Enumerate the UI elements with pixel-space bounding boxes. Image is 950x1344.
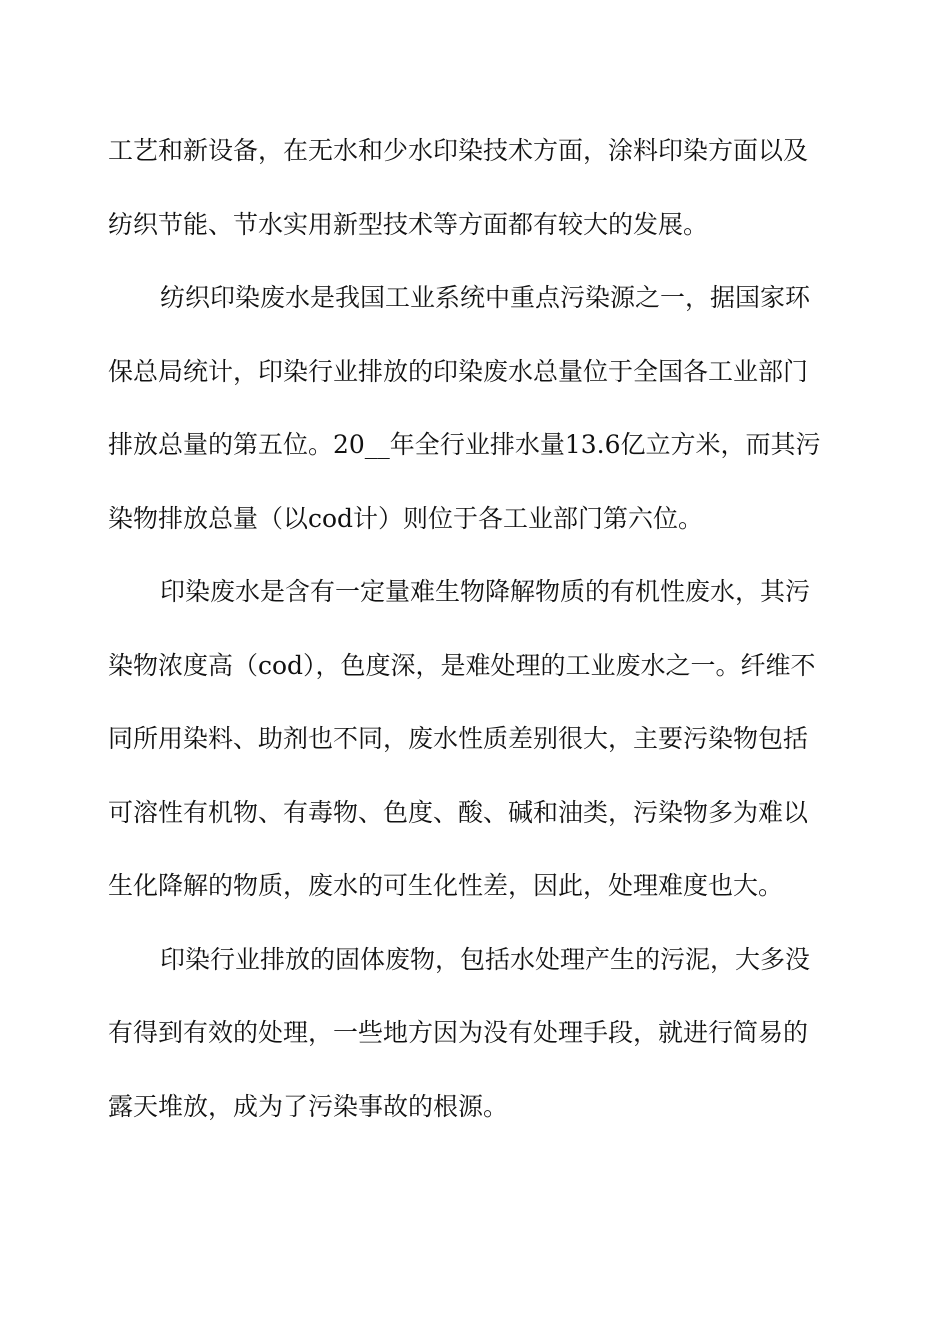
- paragraph-2-line-1: 纺织印染废水是我国工业系统中重点污染源之一，据国家环: [160, 283, 811, 312]
- body-text: [108, 128, 844, 1157]
- paragraph-2-line-2: 保总局统计，印染行业排放的印染废水总量位于全国各工业部门: [108, 356, 809, 386]
- paragraph-1-line-2: 纺织节能、节水实用新型技术等方面都有较大的发展。: [108, 209, 709, 239]
- paragraph-3-line-1: 印染废水是含有一定量难生物降解物质的有机性废水，其污: [160, 577, 811, 606]
- paragraph-4-line-3: 露天堆放，成为了污染事故的根源。: [108, 1091, 509, 1121]
- paragraph-3-line-5: 生化降解的物质，废水的可生化性差，因此，处理难度也大。: [108, 871, 784, 900]
- paragraph-4-line-1: 印染行业排放的固体废物，包括水处理产生的污泥，大多没: [160, 944, 811, 974]
- paragraph-1-line-1: 工艺和新设备，在无水和少水印染技术方面，涂料印染方面以及: [108, 136, 809, 165]
- paragraph-4-line-2: 有得到有效的处理，一些地方因为没有处理手段，就进行简易的: [108, 1018, 809, 1047]
- paragraph-3-line-2: 染物浓度高（cod），色度深，是难处理的工业废水之一。纤维不: [108, 650, 816, 680]
- paragraph-2-line-4: 染物排放总量（以cod计）则位于各工业部门第六位。: [108, 503, 704, 533]
- paragraph-3-line-3: 同所用染料、助剂也不同，废水性质差别很大，主要污染物包括: [108, 724, 809, 753]
- paragraph-3-line-4: 可溶性有机物、有毒物、色度、酸、碱和油类，污染物多为难以: [108, 797, 809, 827]
- paragraph-2-line-3: 排放总量的第五位。20__年全行业排水量13.6亿立方米，而其污: [108, 430, 821, 459]
